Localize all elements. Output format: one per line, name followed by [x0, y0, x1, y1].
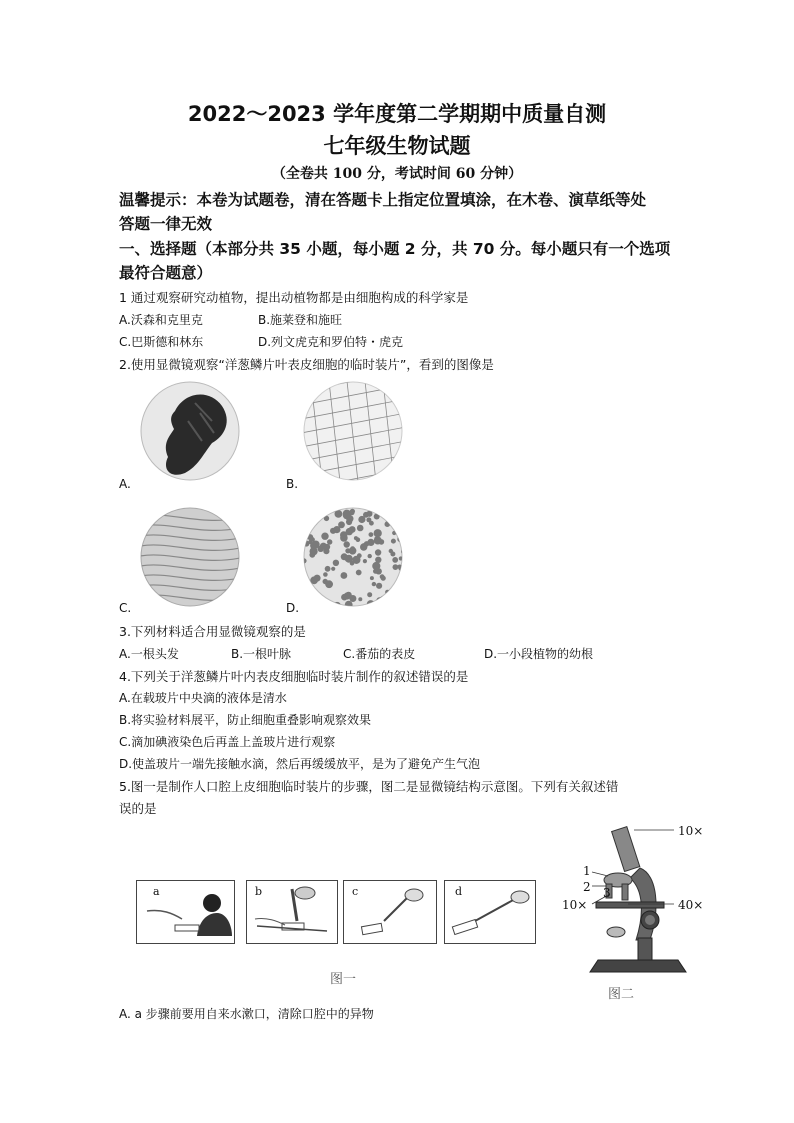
label-2: 2 [583, 880, 591, 894]
blood-cell-dot [328, 506, 334, 509]
figure1-caption: 图一 [330, 972, 357, 987]
blood-cell-dot [385, 521, 391, 527]
q4-stem: 4.下列关于洋葱鳞片叶内表皮细胞临时装片制作的叙述错误的是 [119, 669, 469, 684]
blood-cell-dot [323, 579, 328, 584]
blood-cell-dot [380, 574, 385, 579]
label-3: 3 [603, 886, 611, 900]
micrograph-b [301, 381, 406, 481]
figure1-illustration-c [344, 881, 436, 943]
blood-cell-dot [347, 592, 351, 596]
q3-stem: 3.下列材料适合用显微镜观察的是 [119, 624, 306, 639]
blood-cell-dot [345, 555, 353, 563]
blood-cell-dot [402, 571, 406, 576]
q1-option-d: D.列文虎克和罗伯特・虎克 [258, 335, 404, 349]
exam-info: （全卷共 100 分，考试时间 60 分钟） [271, 166, 523, 182]
blood-cell-dot [335, 510, 343, 518]
blood-cell-dot [301, 536, 306, 542]
figure2-caption: 图二 [608, 987, 635, 1002]
blood-cell-dot [374, 529, 382, 537]
blood-cell-dot [350, 548, 356, 554]
blood-cell-dot [358, 597, 362, 601]
blood-cell-dot [343, 510, 351, 518]
blood-cell-dot [372, 582, 376, 586]
blood-cell-dot [309, 552, 315, 558]
blood-cell-dot [367, 539, 374, 546]
blood-cell-dot [307, 511, 312, 516]
blood-cell-dot [352, 556, 360, 564]
blood-cell-dot [340, 534, 348, 542]
q2-option-a: A. [119, 477, 131, 491]
q2-option-c: C. [119, 601, 132, 615]
blood-cell-dot [301, 539, 305, 546]
blood-cell-dot [346, 528, 353, 535]
blood-cell-dot [307, 598, 312, 603]
blood-cell-dot [325, 566, 331, 572]
blood-cell-dot [301, 580, 305, 586]
blood-cell-dot [344, 541, 350, 547]
figure1-step-label-c: c [352, 885, 359, 898]
blood-cell-dot [313, 518, 318, 523]
page-title: 2022～2023 学年度第二学期期中质量自测 [187, 102, 607, 126]
blood-cell-dot [398, 597, 406, 605]
blood-cell-dot [327, 539, 332, 544]
q1-option-a: A.沃森和克里克 [119, 313, 203, 327]
blood-cell-dot [391, 539, 396, 544]
eyepiece-magnification: 10× [678, 824, 704, 838]
blood-cell-dot [306, 592, 313, 599]
blood-cell-dot [321, 533, 328, 540]
label-1: 1 [583, 864, 591, 878]
blood-cell-dot [374, 514, 380, 520]
blood-cell-dot [311, 537, 315, 541]
blood-cell-dot [370, 576, 374, 580]
objective-left-magnification: 10× [562, 898, 588, 912]
blood-cell-dot [346, 519, 352, 525]
q1-option-c: C.巴斯德和林东 [119, 335, 204, 349]
blood-cell-dot [375, 549, 381, 555]
q3-option-d: D.一小段植物的幼根 [484, 647, 594, 661]
q5-option-a: A. a 步骤前要用自来水漱口，清除口腔中的异物 [119, 1007, 374, 1021]
blood-cell-dot [330, 528, 336, 534]
figure1-panel-a [136, 880, 235, 944]
blood-cell-dot [369, 521, 374, 526]
blood-cell-dot [308, 525, 313, 530]
blood-cell-dot [323, 572, 328, 577]
blood-cell-dot [358, 516, 365, 523]
figure1-step-label-a: a [153, 885, 160, 898]
blood-cell-dot [331, 567, 335, 571]
blood-cell-dot [357, 525, 364, 532]
figure1-panel-b [246, 880, 338, 944]
blood-cell-dot [368, 554, 372, 558]
q2-option-b: B. [286, 477, 299, 491]
q3-option-b: B.一根叶脉 [231, 647, 292, 661]
q4-option-a: A.在载玻片中央滴的液体是清水 [119, 691, 287, 705]
page-subtitle: 七年级生物试题 [323, 134, 471, 158]
blood-cell-dot [341, 572, 348, 579]
blood-cell-dot [354, 536, 358, 540]
figure1-step-label-b: b [255, 885, 263, 898]
q3-option-a: A.一根头发 [119, 647, 179, 661]
notice-line1: 温馨提示：本卷为试题卷，清在答题卡上指定位置填涂，在木卷、演草纸等处 [119, 191, 647, 209]
figure1-illustration-d [445, 881, 535, 943]
figure1-illustration-a [137, 881, 234, 943]
blood-cell-dot [314, 597, 321, 604]
blood-cell-dot [372, 562, 380, 570]
q2-option-d: D. [286, 601, 300, 615]
blood-cell-dot [333, 560, 339, 566]
blood-cell-dot [310, 594, 317, 601]
blood-cell-dot [392, 514, 398, 520]
section1-header-line1: 一、选择题（本部分共 35 小题，每小题 2 分，共 70 分。每小题只有一个选项 [119, 240, 671, 258]
blood-cell-dot [363, 559, 367, 563]
figure1-panel-c [343, 880, 437, 944]
blood-cell-dot [401, 589, 406, 596]
figure1-step-label-d: d [455, 885, 463, 898]
section1-header-line2: 最符合题意） [119, 264, 213, 282]
blood-cell-dot [315, 506, 323, 510]
blood-cell-dot [324, 508, 330, 514]
blood-cell-dot [369, 532, 374, 537]
q5-stem-line2: 误的是 [119, 801, 157, 816]
q2-stem: 2.使用显微镜观察“洋葱鳞片叶表皮细胞的临时装片”，看到的图像是 [119, 357, 494, 372]
q4-option-b: B.将实验材料展平，防止细胞重叠影响观察效果 [119, 713, 372, 727]
notice-line2: 答题一律无效 [119, 215, 213, 233]
micrograph-c [140, 506, 240, 608]
blood-cell-dot [367, 592, 372, 597]
objective-right-magnification: 40× [678, 898, 704, 912]
blood-cell-dot [376, 597, 382, 603]
blood-cell-dot [390, 600, 396, 606]
blood-cell-dot [307, 520, 313, 526]
blood-cell-dot [312, 541, 320, 549]
blood-cell-dot [377, 510, 383, 516]
blood-cell-dot [341, 594, 348, 601]
blood-cell-dot [376, 583, 382, 589]
blood-cell-dot [389, 549, 393, 553]
blood-cell-dot [302, 598, 310, 606]
figure1-panel-d [444, 880, 536, 944]
q3-option-c: C.番茄的表皮 [343, 647, 416, 661]
blood-cell-dot [301, 567, 304, 571]
q4-option-d: D.使盖玻片一端先接触水滴，然后再缓缓放平，是为了避免产生气泡 [119, 757, 481, 771]
q1-option-b: B.施莱登和施旺 [258, 313, 343, 327]
q5-stem-line1: 5.图一是制作人口腔上皮细胞临时装片的步骤，图二是显微镜结构示意图。下列有关叙述错 [119, 779, 619, 794]
blood-cell-dot [322, 544, 326, 548]
blood-cell-dot [392, 531, 396, 535]
micrograph-a [140, 381, 240, 481]
blood-cell-dot [375, 557, 381, 563]
blood-cell-dot [301, 583, 306, 589]
blood-cell-dot [313, 521, 317, 525]
blood-cell-dot [374, 537, 378, 541]
figure1-illustration-b [247, 881, 337, 943]
q1-stem: 1 通过观察研究动植物，提出动植物都是由细胞构成的科学家是 [119, 290, 469, 305]
micrograph-d [301, 506, 406, 608]
q4-option-c: C.滴加碘液染色后再盖上盖玻片进行观察 [119, 735, 336, 749]
blood-cell-dot [380, 596, 386, 602]
blood-cell-dot [356, 570, 362, 576]
blood-cell-dot [392, 557, 398, 563]
blood-cell-dot [306, 506, 312, 511]
blood-cell-dot [397, 585, 403, 591]
